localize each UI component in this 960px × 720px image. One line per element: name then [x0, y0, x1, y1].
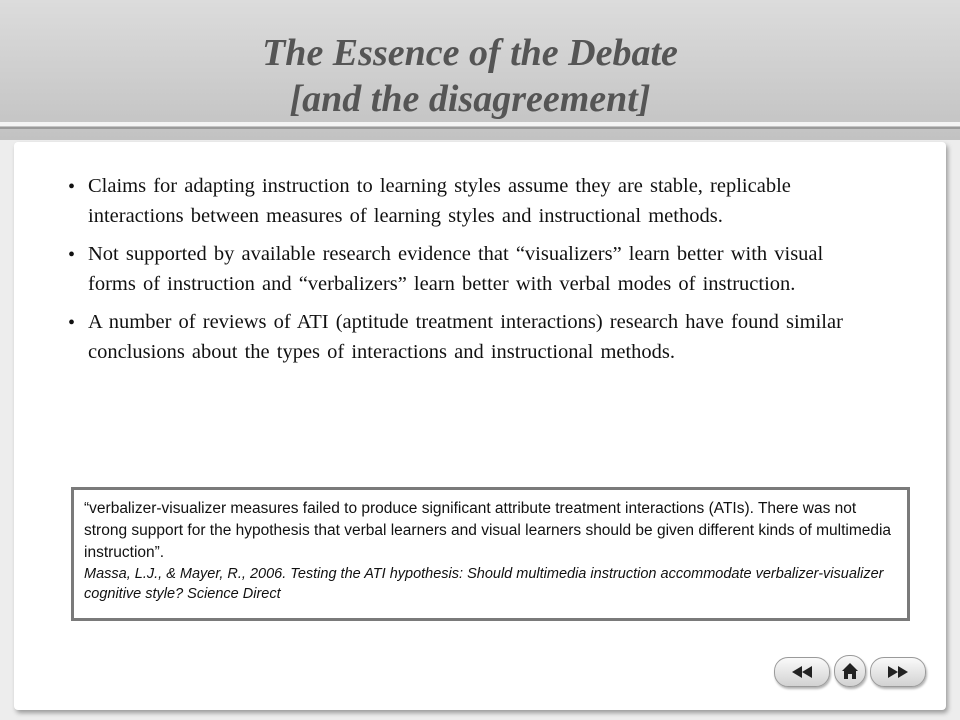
bullet-item [68, 172, 868, 231]
rewind-icon [789, 666, 815, 678]
bullet-item [68, 308, 868, 367]
fast-forward-icon [885, 666, 911, 678]
title-line-2: [and the disagreement] [289, 78, 651, 120]
slide-title [0, 30, 940, 122]
next-slide-button[interactable] [870, 657, 926, 687]
quote-citation: Massa, L.J., & Mayer, R., 2006. Testing the ATI hypothesis: Should multimedia instruction accommodate verbalizer-visualizer cognitive style? Science Direct [84, 566, 884, 602]
header-divider-shadow [0, 127, 960, 129]
previous-slide-button[interactable] [774, 657, 830, 687]
bullet-list [68, 172, 868, 376]
bullet-icon: • [68, 312, 76, 334]
quote-box [71, 487, 910, 621]
bullet-text: Claims for adapting instruction to learning styles assume they are stable, replicable interactions between measures of learning styles and instructional methods. [88, 175, 791, 227]
bullet-icon: • [68, 176, 76, 198]
bullet-icon: • [68, 244, 76, 266]
bullet-text: Not supported by available research evidence that “visualizers” learn better with visual forms of instruction and “verbalizers” learn better with verbal modes of instruction. [88, 243, 824, 295]
bullet-item [68, 240, 868, 299]
home-button[interactable] [834, 655, 866, 687]
title-line-1: The Essence of the Debate [262, 32, 678, 74]
bullet-text: A number of reviews of ATI (aptitude treatment interactions) research have found similar conclusions about the types of interactions and instructional methods. [88, 311, 843, 363]
home-icon [841, 662, 859, 680]
quote-text: “verbalizer-visualizer measures failed to produce significant attribute treatment interactions (ATIs). There was not strong support for the hypothesis that verbal learners and visual learners should be given different kinds of multimedia instruction”. [84, 500, 892, 561]
header-divider [0, 122, 960, 126]
